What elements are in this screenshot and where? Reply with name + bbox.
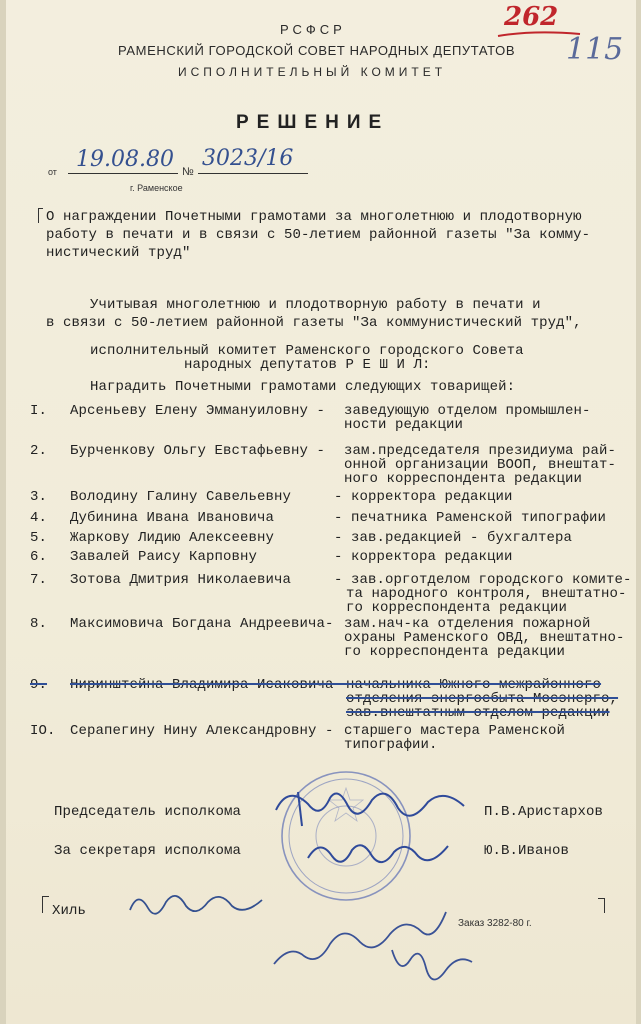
awardee-9-role-2: отделения энергосбыта Мосэнерго,	[346, 691, 619, 707]
awardee-2-role-1: зам.председателя президиума рай-	[344, 443, 617, 459]
awardee-7-role-2: та народного контроля, внештатно-	[346, 586, 627, 602]
council-heading: РАМЕНСКИЙ ГОРОДСКОЙ СОВЕТ НАРОДНЫХ ДЕПУТАТОВ	[118, 43, 516, 58]
preamble-line-2: в связи с 50-летием районной газеты "За коммунистический труд",	[46, 315, 582, 331]
awardee-6-name: Завалей Раису Карповну	[70, 549, 258, 565]
chair-name: П.В.Аристархов	[484, 804, 604, 820]
city-label: г. Раменское	[130, 183, 183, 193]
awardee-8-role-3: го корреспондента редакции	[344, 644, 566, 660]
handwritten-note-2	[386, 940, 476, 996]
awardee-1-role-1: заведующую отделом промышлен-	[344, 403, 591, 419]
subject-line-1: О награждении Почетными грамотами за многолетнюю и плодотворную	[46, 209, 582, 225]
awardee-8-role-1: зам.нач-ка отделения пожарной	[344, 616, 591, 632]
awardee-7-role-3: го корреспондента редакции	[346, 600, 568, 616]
committee-heading: ИСПОЛНИТЕЛЬНЫЙ КОМИТЕТ	[178, 65, 447, 79]
document-title: РЕШЕНИЕ	[236, 112, 390, 133]
republic-heading: РСФСР	[280, 22, 346, 37]
awardee-5-name: Жаркову Лидию Алексеевну	[70, 530, 275, 546]
awardee-5-role-1: - зав.редакцией - бухгалтера	[334, 530, 573, 546]
awardee-8-role-2: охраны Раменского ОВД, внештатно-	[344, 630, 625, 646]
awardee-9-num: 9.	[30, 677, 48, 693]
awardee-10-role-1: старшего мастера Раменской	[344, 723, 566, 739]
awardee-4-name: Дубинина Ивана Ивановича	[70, 510, 275, 526]
number-prefix: №	[182, 166, 194, 178]
awardee-5-num: 5.	[30, 530, 48, 546]
number-line	[198, 173, 308, 174]
awardee-8-num: 8.	[30, 616, 48, 632]
secretary-name: Ю.В.Иванов	[484, 843, 570, 859]
awardee-8-name: Максимовича Богдана Андреевича-	[70, 616, 334, 632]
chair-signature	[268, 780, 468, 840]
awardee-3-role-1: - корректора редакции	[334, 489, 513, 505]
date-value: 19.08.80	[76, 147, 174, 172]
awardee-2-name: Бурченкову Ольгу Евстафьевну -	[70, 443, 326, 459]
document-page	[6, 0, 636, 1024]
preamble-line-1: Учитывая многолетнюю и плодотворную работу в печати и	[90, 297, 541, 313]
corner-bracket-right	[598, 898, 605, 913]
awardee-4-num: 4.	[30, 510, 48, 526]
secretary-signature	[302, 832, 452, 874]
awardee-9-role-3: зав.внештатным отделом редакции	[346, 705, 610, 721]
corner-mark: Хиль	[52, 903, 87, 919]
subject-line-3: нистический труд"	[46, 245, 191, 261]
preamble-line-5: Наградить Почетными грамотами следующих товарищей:	[90, 379, 516, 395]
awardee-6-role-1: - корректора редакции	[334, 549, 513, 565]
chair-label: Председатель исполкома	[54, 804, 242, 820]
awardee-2-role-3: ного корреспондента редакции	[344, 471, 583, 487]
awardee-7-name: Зотова Дмитрия Николаевича	[70, 572, 292, 588]
awardee-3-num: 3.	[30, 489, 48, 505]
subject-bracket	[38, 208, 43, 223]
print-order: Заказ 3282-80 г.	[458, 918, 532, 929]
number-value: 3023/16	[202, 146, 294, 171]
awardee-9-role-1: начальника Южного межрайонного	[346, 677, 602, 693]
awardee-1-name: Арсеньеву Елену Эммануиловну -	[70, 403, 326, 419]
awardee-2-num: 2.	[30, 443, 48, 459]
archive-red-number: 262	[504, 2, 559, 32]
awardee-2-role-2: онной организации ВООП, внештат-	[344, 457, 617, 473]
secretary-label: За секретаря исполкома	[54, 843, 242, 859]
awardee-7-num: 7.	[30, 572, 48, 588]
awardee-1-role-2: ности редакции	[344, 417, 464, 433]
archive-sheet-number: 115	[566, 32, 624, 67]
initials-signature	[126, 884, 266, 924]
awardee-3-name: Володину Галину Савельевну	[70, 489, 292, 505]
awardee-7-role-1: - зав.орготделом городского комите-	[334, 572, 632, 588]
date-line	[68, 173, 178, 174]
preamble-line-3: исполнительный комитет Раменского городского Совета	[90, 343, 524, 359]
preamble-line-4: народных депутатов Р Е Ш И Л:	[184, 357, 431, 373]
awardee-10-num: IO.	[30, 723, 56, 739]
date-prefix: от	[48, 167, 57, 177]
awardee-9-name: Ниринштейна Владимира Исаковича -	[70, 677, 351, 693]
corner-bracket	[42, 896, 49, 913]
awardee-10-role-2: типографии.	[344, 737, 438, 753]
awardee-1-num: I.	[30, 403, 48, 419]
subject-line-2: работу в печати и в связи с 50-летием районной газеты "За комму-	[46, 227, 591, 243]
awardee-6-num: 6.	[30, 549, 48, 565]
awardee-10-name: Серапегину Нину Александровну -	[70, 723, 334, 739]
awardee-4-role-1: - печатника Раменской типографии	[334, 510, 607, 526]
